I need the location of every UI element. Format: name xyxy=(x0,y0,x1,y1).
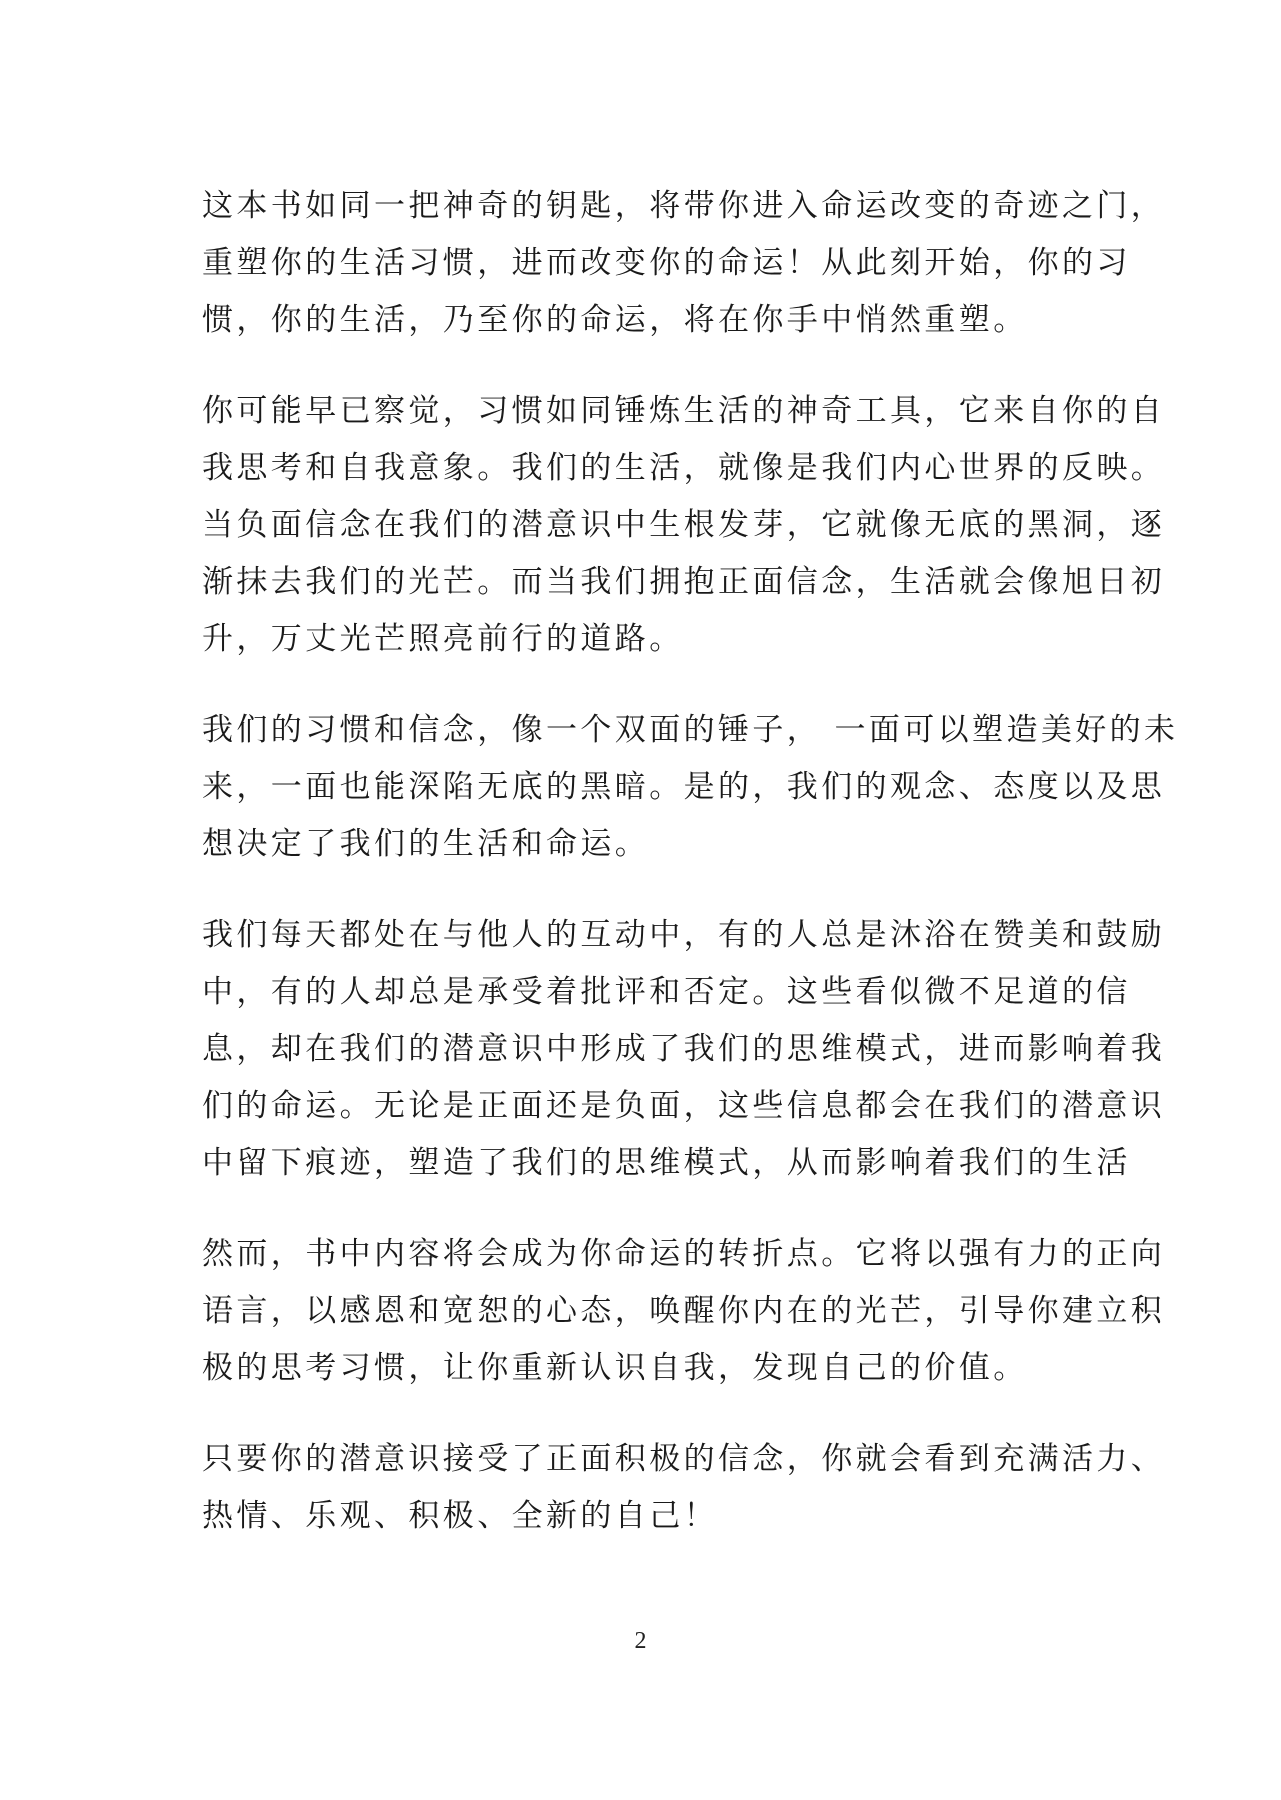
document-body xyxy=(202,178,1179,1579)
paragraph-line: 这本书如同一把神奇的钥匙，将带你进入命运改变的奇迹之门， xyxy=(202,188,1166,224)
paragraph-line: 来，一面也能深陷无底的黑暗。是的，我们的观念、态度以及思 xyxy=(202,769,1166,805)
paragraph-6 xyxy=(202,1431,1166,1545)
paragraph-line: 渐抹去我们的光芒。而当我们拥抱正面信念，生活就会像旭日初 xyxy=(202,564,1166,600)
paragraph-4 xyxy=(202,907,1166,1192)
paragraph-line: 热情、乐观、积极、全新的自己！ xyxy=(202,1498,718,1534)
paragraph-line: 我思考和自我意象。我们的生活，就像是我们内心世界的反映。 xyxy=(202,450,1166,486)
paragraph-line: 想决定了我们的生活和命运。 xyxy=(202,826,650,862)
paragraph-line: 们的命运。无论是正面还是负面，这些信息都会在我们的潜意识 xyxy=(202,1088,1166,1124)
paragraph-1 xyxy=(202,178,1166,349)
paragraph-line: 语言，以感恩和宽恕的心态，唤醒你内在的光芒，引导你建立积 xyxy=(202,1293,1166,1329)
paragraph-line: 我们每天都处在与他人的互动中，有的人总是沐浴在赞美和鼓励 xyxy=(202,917,1166,953)
paragraph-line: 你可能早已察觉，习惯如同锤炼生活的神奇工具，它来自你的自 xyxy=(202,393,1166,429)
paragraph-2 xyxy=(202,383,1166,668)
paragraph-line: 我们的习惯和信念，像一个双面的锤子， 一面可以塑造美好的未 xyxy=(202,712,1179,748)
paragraph-line: 中留下痕迹，塑造了我们的思维模式，从而影响着我们的生活 xyxy=(202,1145,1131,1181)
paragraph-line: 中，有的人却总是承受着批评和否定。这些看似微不足道的信 xyxy=(202,974,1131,1010)
paragraph-line: 当负面信念在我们的潜意识中生根发芽，它就像无底的黑洞，逐 xyxy=(202,507,1166,543)
paragraph-3 xyxy=(202,702,1179,873)
page-number: 2 xyxy=(634,1628,647,1654)
paragraph-5 xyxy=(202,1226,1166,1397)
paragraph-line: 只要你的潜意识接受了正面积极的信念，你就会看到充满活力、 xyxy=(202,1441,1166,1477)
paragraph-line: 息，却在我们的潜意识中形成了我们的思维模式，进而影响着我 xyxy=(202,1031,1166,1067)
paragraph-line: 极的思考习惯，让你重新认识自我，发现自己的价值。 xyxy=(202,1350,1028,1386)
paragraph-line: 升，万丈光芒照亮前行的道路。 xyxy=(202,621,684,657)
paragraph-line: 然而，书中内容将会成为你命运的转折点。它将以强有力的正向 xyxy=(202,1236,1166,1272)
paragraph-line: 重塑你的生活习惯，进而改变你的命运！从此刻开始，你的习 xyxy=(202,245,1131,281)
paragraph-line: 惯，你的生活，乃至你的命运，将在你手中悄然重塑。 xyxy=(202,302,1028,338)
